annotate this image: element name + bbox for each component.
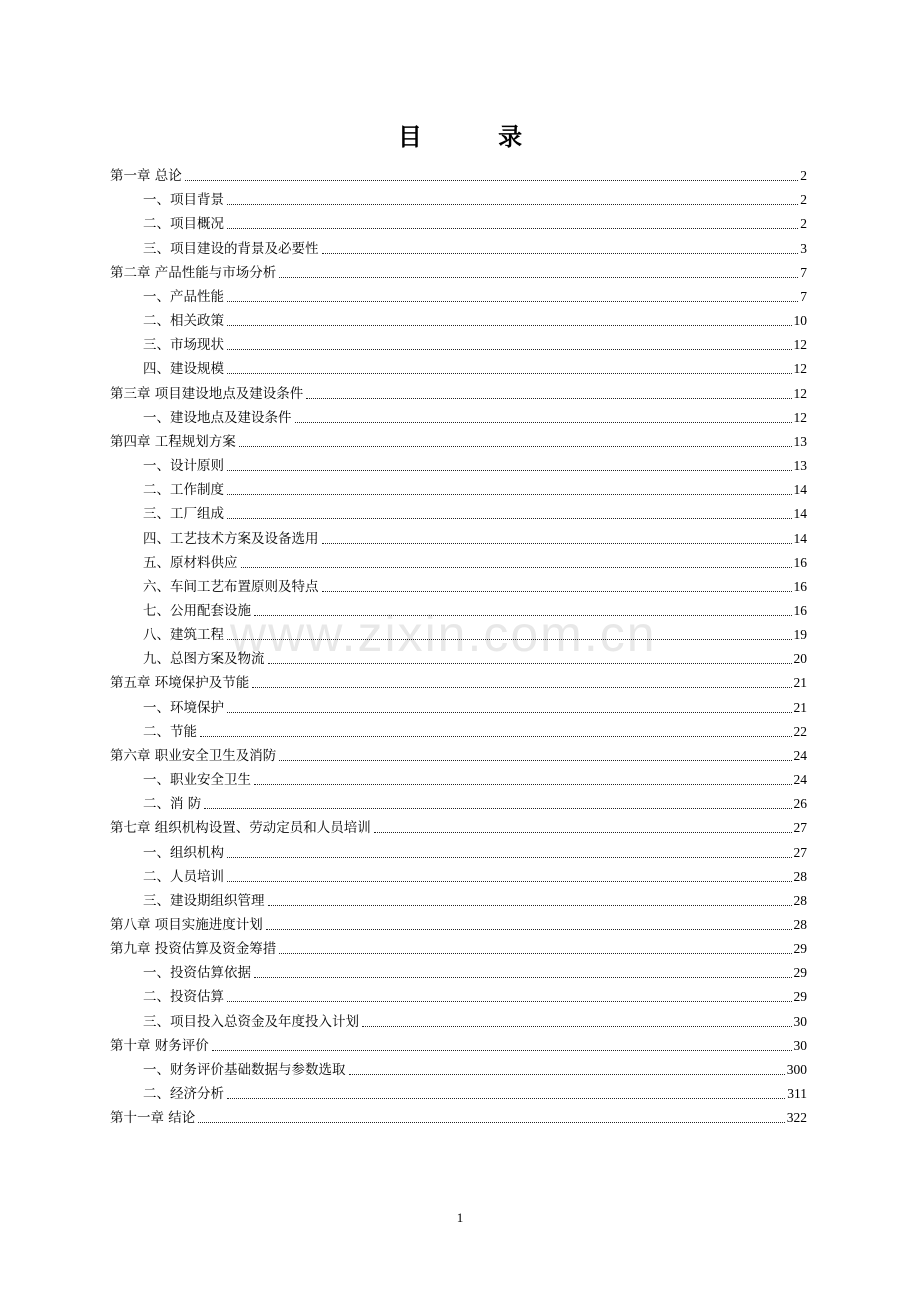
toc-chapter-entry[interactable] xyxy=(110,812,807,836)
toc-entry-label: 五、原材料供应 xyxy=(143,554,238,571)
toc-entry-page-number: 14 xyxy=(793,506,807,522)
toc-entry-page-number: 27 xyxy=(793,844,807,860)
toc-dot-leader xyxy=(349,1074,785,1075)
toc-entry-page-number: 12 xyxy=(793,385,807,401)
toc-section-entry[interactable] xyxy=(110,522,807,546)
toc-dot-leader xyxy=(227,204,798,205)
toc-entry-label: 三、工厂组成 xyxy=(143,506,224,523)
toc-entry-label: 二、相关政策 xyxy=(143,313,224,330)
toc-entry-page-number: 3 xyxy=(800,240,807,256)
toc-section-entry[interactable] xyxy=(110,1005,807,1029)
toc-entry-label: 一、产品性能 xyxy=(143,288,224,305)
toc-entry-page-number: 21 xyxy=(793,699,807,715)
toc-entry-page-number: 30 xyxy=(793,1037,807,1053)
toc-entry-label: 二、消 防 xyxy=(143,796,202,813)
toc-chapter-entry[interactable] xyxy=(110,1102,807,1126)
toc-entry-page-number: 7 xyxy=(800,264,807,280)
toc-dot-leader xyxy=(306,398,791,399)
toc-chapter-entry[interactable] xyxy=(110,377,807,401)
toc-entry-label: 第十章 财务评价 xyxy=(110,1037,209,1054)
toc-entry-page-number: 21 xyxy=(793,675,807,691)
toc-entry-page-number: 16 xyxy=(793,578,807,594)
toc-entry-page-number: 29 xyxy=(793,989,807,1005)
toc-dot-leader xyxy=(227,712,792,713)
toc-dot-leader xyxy=(374,832,792,833)
toc-dot-leader xyxy=(204,808,791,809)
toc-dot-leader xyxy=(254,977,792,978)
toc-entry-page-number: 28 xyxy=(793,917,807,932)
toc-dot-leader xyxy=(227,349,792,350)
toc-dot-leader xyxy=(227,325,792,326)
toc-section-entry[interactable] xyxy=(110,643,807,667)
page-number: 1 xyxy=(456,1210,464,1225)
toc-entry-label: 二、工作制度 xyxy=(143,482,224,499)
toc-chapter-entry[interactable] xyxy=(110,160,807,184)
toc-dot-leader xyxy=(322,591,792,592)
toc-section-entry[interactable] xyxy=(110,861,807,885)
toc-entry-label: 三、建设期组织管理 xyxy=(143,892,265,909)
toc-entry-page-number: 19 xyxy=(793,627,807,643)
toc-entry-label: 第三章 项目建设地点及建设条件 xyxy=(110,385,304,402)
toc-entry-label: 三、市场现状 xyxy=(143,337,224,354)
page-title: 目 录 xyxy=(397,123,557,151)
toc-section-entry[interactable] xyxy=(110,619,807,643)
toc-dot-leader xyxy=(227,373,792,374)
toc-section-entry[interactable] xyxy=(110,402,807,426)
toc-chapter-entry[interactable] xyxy=(110,426,807,450)
toc-dot-leader xyxy=(268,905,792,906)
toc-dot-leader xyxy=(279,953,791,954)
toc-entry-page-number: 24 xyxy=(793,747,807,763)
toc-entry-page-number: 29 xyxy=(793,965,807,981)
toc-entry-page-number: 12 xyxy=(793,337,807,353)
toc-chapter-entry[interactable] xyxy=(110,933,807,957)
toc-chapter-entry[interactable] xyxy=(110,667,807,691)
toc-dot-leader xyxy=(227,857,792,858)
toc-section-entry[interactable] xyxy=(110,957,807,981)
toc-entry-label: 第八章 项目实施进度计划 xyxy=(110,917,263,933)
toc-entry-page-number: 311 xyxy=(787,1086,807,1102)
toc-chapter-entry[interactable] xyxy=(110,257,807,281)
toc-entry-label: 六、车间工艺布置原则及特点 xyxy=(143,578,319,595)
toc-entry-label: 一、环境保护 xyxy=(143,699,224,716)
toc-entry-label: 二、节能 xyxy=(143,723,197,740)
toc-entry-page-number: 12 xyxy=(793,361,807,377)
toc-entry-page-number: 24 xyxy=(793,772,807,788)
toc-section-entry[interactable] xyxy=(110,716,807,740)
toc-dot-leader xyxy=(227,301,798,302)
toc-section-entry[interactable] xyxy=(110,305,807,329)
toc-entry-label: 二、项目概况 xyxy=(143,216,224,233)
toc-entry-label: 一、建设地点及建设条件 xyxy=(143,409,292,426)
toc-entry-page-number: 16 xyxy=(793,554,807,570)
toc-section-entry[interactable] xyxy=(110,329,807,353)
toc-dot-leader xyxy=(227,1098,785,1099)
toc-dot-leader xyxy=(252,687,791,688)
toc-entry-label: 七、公用配套设施 xyxy=(143,602,251,619)
toc-dot-leader xyxy=(227,518,792,519)
toc-entry-page-number: 10 xyxy=(793,313,807,329)
toc-section-entry[interactable] xyxy=(110,498,807,522)
toc-entry-label: 第四章 工程规划方案 xyxy=(110,433,236,450)
toc-section-entry[interactable] xyxy=(110,184,807,208)
toc-entry-page-number: 2 xyxy=(800,216,807,232)
toc-entry-label: 二、经济分析 xyxy=(143,1086,224,1103)
toc-section-entry[interactable] xyxy=(110,474,807,498)
toc-entry-label: 四、建设规模 xyxy=(143,361,224,378)
toc-dot-leader xyxy=(239,446,792,447)
toc-dot-leader xyxy=(295,422,792,423)
toc-entry-page-number: 12 xyxy=(793,409,807,425)
toc-entry-label: 三、项目建设的背景及必要性 xyxy=(143,240,319,257)
toc-entry-label: 第九章 投资估算及资金筹措 xyxy=(110,941,277,958)
toc-chapter-entry[interactable] xyxy=(110,1030,807,1054)
toc-section-entry[interactable] xyxy=(110,208,807,232)
toc-entry-label: 八、建筑工程 xyxy=(143,627,224,644)
toc-entry-label: 一、设计原则 xyxy=(143,458,224,475)
toc-dot-leader xyxy=(227,1001,792,1002)
toc-entry-page-number: 16 xyxy=(793,602,807,618)
toc-entry-page-number: 29 xyxy=(793,941,807,957)
toc-entry-label: 第六章 职业安全卫生及消防 xyxy=(110,747,277,764)
toc-entry-page-number: 22 xyxy=(793,723,807,739)
toc-entry-page-number: 28 xyxy=(793,868,807,884)
toc-entry-page-number: 2 xyxy=(800,192,807,208)
toc-dot-leader xyxy=(200,736,792,737)
toc-entry-page-number: 27 xyxy=(793,820,807,836)
toc-dot-leader xyxy=(198,1122,784,1123)
toc-section-entry[interactable] xyxy=(110,836,807,860)
toc-entry-label: 一、组织机构 xyxy=(143,844,224,861)
toc-entry-page-number: 13 xyxy=(793,458,807,474)
toc-entry-page-number: 14 xyxy=(793,530,807,546)
toc-entry-page-number: 28 xyxy=(793,892,807,908)
toc-dot-leader xyxy=(212,1050,792,1051)
toc-section-entry[interactable] xyxy=(110,788,807,812)
toc-section-entry[interactable] xyxy=(110,571,807,595)
toc-dot-leader xyxy=(227,470,792,471)
toc-dot-leader xyxy=(279,277,798,278)
toc-entry-page-number: 26 xyxy=(793,796,807,812)
toc-dot-leader xyxy=(254,615,792,616)
table-of-contents xyxy=(110,160,807,1126)
toc-dot-leader xyxy=(227,228,798,229)
toc-section-entry[interactable] xyxy=(110,232,807,256)
toc-dot-leader xyxy=(254,784,792,785)
toc-entry-label: 二、人员培训 xyxy=(143,868,224,885)
toc-dot-leader xyxy=(227,639,792,640)
toc-entry-label: 一、职业安全卫生 xyxy=(143,772,251,789)
toc-dot-leader xyxy=(185,180,798,181)
toc-entry-page-number: 300 xyxy=(786,1061,807,1077)
toc-entry-label: 三、项目投入总资金及年度投入计划 xyxy=(143,1013,359,1030)
toc-entry-label: 第一章 总论 xyxy=(110,168,182,185)
toc-section-entry[interactable] xyxy=(110,547,807,571)
toc-dot-leader xyxy=(227,494,792,495)
toc-entry-label: 一、项目背景 xyxy=(143,192,224,209)
toc-dot-leader xyxy=(266,929,792,930)
toc-section-entry[interactable] xyxy=(110,764,807,788)
toc-entry-page-number: 322 xyxy=(786,1110,807,1126)
toc-dot-leader xyxy=(322,543,792,544)
toc-entry-page-number: 7 xyxy=(800,288,807,304)
watermark: www.zixin.com.cn xyxy=(230,606,657,662)
toc-section-entry[interactable] xyxy=(110,1078,807,1102)
toc-entry-label: 第十一章 结论 xyxy=(110,1110,196,1127)
toc-dot-leader xyxy=(268,663,792,664)
toc-entry-page-number: 30 xyxy=(793,1013,807,1029)
toc-section-entry[interactable] xyxy=(110,450,807,474)
toc-dot-leader xyxy=(362,1026,792,1027)
toc-chapter-entry[interactable] xyxy=(110,740,807,764)
toc-entry-page-number: 20 xyxy=(793,651,807,667)
toc-entry-label: 第七章 组织机构设置、劳动定员和人员培训 xyxy=(110,820,371,837)
toc-dot-leader xyxy=(279,760,791,761)
toc-section-entry[interactable] xyxy=(110,281,807,305)
toc-entry-label: 四、工艺技术方案及设备选用 xyxy=(143,530,319,547)
toc-entry-label: 二、投资估算 xyxy=(143,989,224,1006)
toc-section-entry[interactable] xyxy=(110,353,807,377)
toc-section-entry[interactable] xyxy=(110,885,807,909)
toc-entry-label: 一、财务评价基础数据与参数选取 xyxy=(143,1061,346,1078)
toc-dot-leader xyxy=(241,567,792,568)
toc-section-entry[interactable] xyxy=(110,981,807,1005)
toc-entry-label: 九、总图方案及物流 xyxy=(143,651,265,668)
toc-entry-label: 第二章 产品性能与市场分析 xyxy=(110,264,277,281)
toc-dot-leader xyxy=(322,253,799,254)
toc-entry-page-number: 13 xyxy=(793,433,807,449)
toc-section-entry[interactable] xyxy=(110,595,807,619)
toc-entry-page-number: 14 xyxy=(793,482,807,498)
toc-section-entry[interactable] xyxy=(110,691,807,715)
toc-entry-label: 第五章 环境保护及节能 xyxy=(110,675,250,692)
toc-section-entry[interactable] xyxy=(110,1054,807,1078)
toc-entry-label: 一、投资估算依据 xyxy=(143,965,251,982)
toc-entry-page-number: 2 xyxy=(800,168,807,184)
toc-chapter-entry[interactable] xyxy=(110,909,807,933)
toc-dot-leader xyxy=(227,881,792,882)
